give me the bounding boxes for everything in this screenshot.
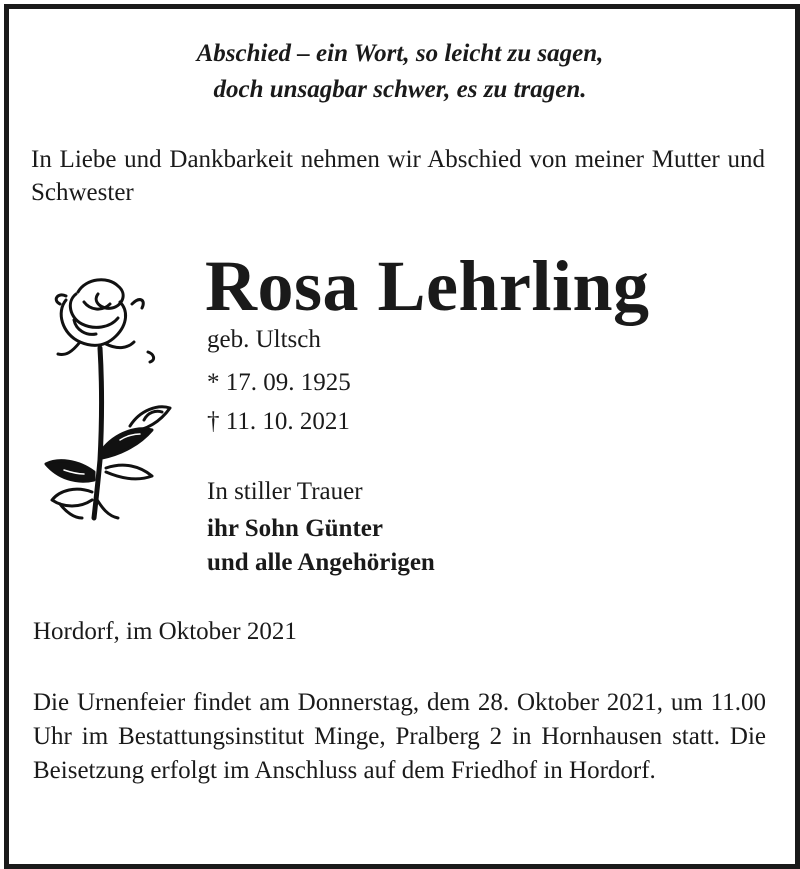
birth-date: * 17. 09. 1925 (207, 369, 351, 396)
rose-icon (36, 272, 181, 530)
poem-line-2: doch unsagbar schwer, es zu tragen. (213, 76, 587, 103)
mourners-line-2: ihr Sohn Günter (207, 515, 383, 542)
mourners-line-1: In stiller Trauer (207, 478, 363, 505)
poem-line-1: Abschied – ein Wort, so leicht zu sagen, (196, 40, 604, 67)
death-date: † 11. 10. 2021 (207, 408, 350, 435)
funeral-notice: Die Urnenfeier findet am Donnerstag, dem 28. Oktober 2021, um 11.00 Uhr im Bestattungsinstitut Minge, Pralberg 2 in Hornhausen statt. Die Beisetzung erfolgt im Anschluss auf dem Friedhof in Hordorf. (33, 689, 766, 784)
deceased-name: Rosa Lehrling (205, 246, 650, 326)
poem (0, 36, 800, 108)
intro-text: In Liebe und Dankbarkeit nehmen wir Abschied von meiner Mutter und Schwester (31, 146, 765, 206)
mourners-line-3: und alle Angehörigen (207, 549, 435, 576)
place-date: Hordorf, im Oktober 2021 (33, 618, 297, 645)
maiden-name: geb. Ultsch (207, 326, 321, 353)
